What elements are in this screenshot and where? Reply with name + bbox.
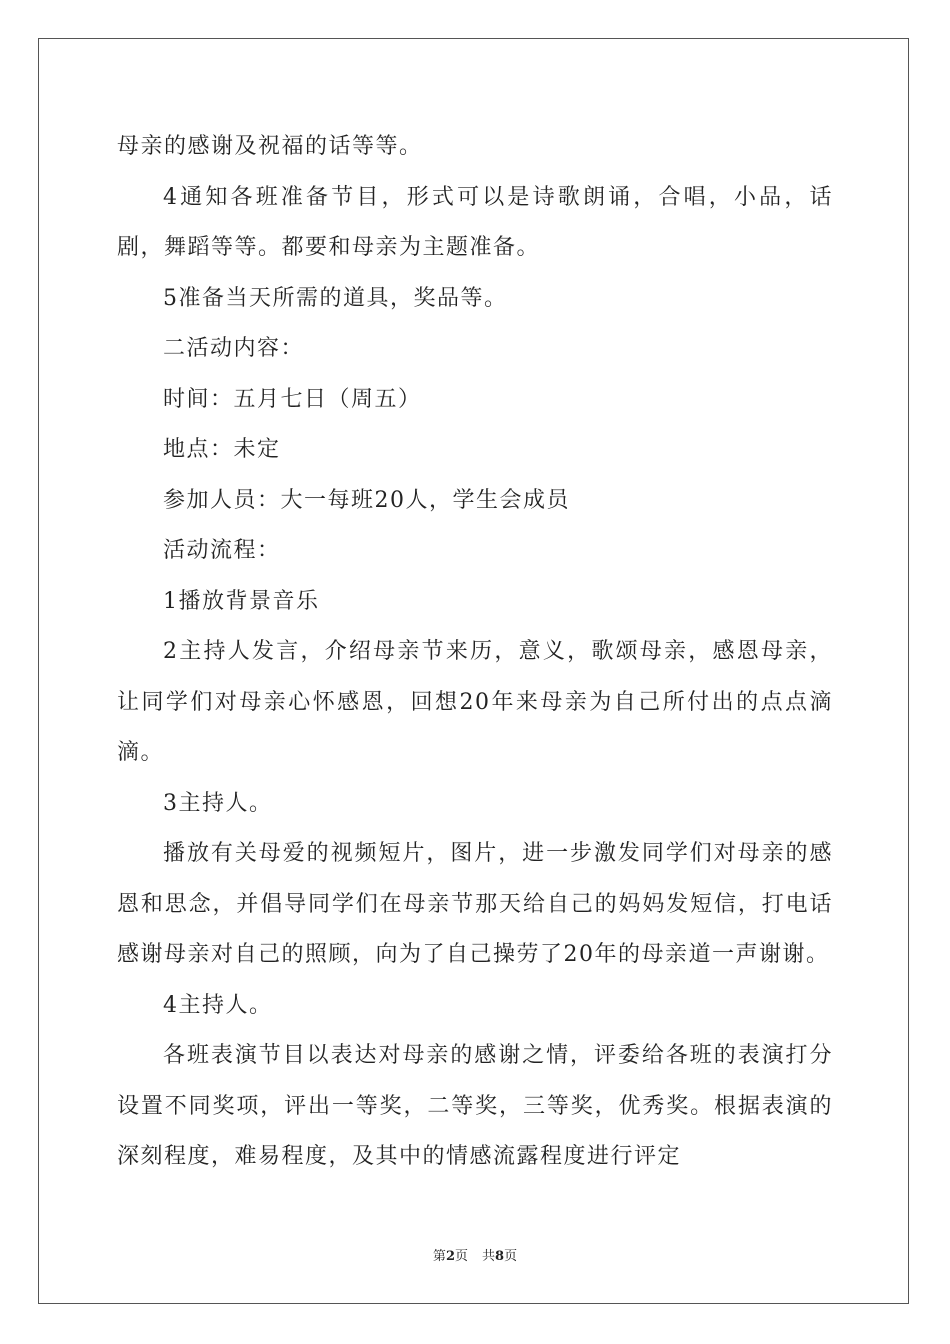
paragraph: 1播放背景音乐 <box>163 588 320 614</box>
paragraph: 时间：五月七日（周五） <box>163 386 422 412</box>
paragraph: 参加人员：大一每班20人，学生会成员 <box>163 487 570 513</box>
paragraph: 播放有关母爱的视频短片，图片，进一步激发同学们对母亲的感恩和思念，并倡导同学们在母亲节那天给自己的妈妈发短信，打电话感谢母亲对自己的照顾，向为了自己操劳了20年的母亲道一声谢谢。 <box>117 841 833 967</box>
page-total: 共8页 <box>482 1249 518 1264</box>
paragraph: 各班表演节目以表达对母亲的感谢之情，评委给各班的表演打分设置不同奖项，评出一等奖，二等奖，三等奖，优秀奖。根据表演的深刻程度，难易程度，及其中的情感流露程度进行评定 <box>117 1043 833 1169</box>
document-body <box>117 122 833 1183</box>
paragraph: 活动流程： <box>163 538 281 563</box>
page-number: 第2页 <box>432 1249 468 1264</box>
paragraph: 4通知各班准备节目，形式可以是诗歌朗诵，合唱，小品，话剧，舞蹈等等。都要和母亲为主题准备。 <box>117 184 833 260</box>
section-heading: 二活动内容： <box>163 336 305 361</box>
paragraph: 3主持人。 <box>163 790 273 816</box>
paragraph: 母亲的感谢及祝福的话等等。 <box>117 134 423 159</box>
page-footer <box>0 1245 950 1264</box>
paragraph: 地点：未定 <box>163 437 281 462</box>
paragraph: 5准备当天所需的道具，奖品等。 <box>163 285 508 311</box>
paragraph: 2主持人发言，介绍母亲节来历，意义，歌颂母亲，感恩母亲，让同学们对母亲心怀感恩，回想20年来母亲为自己所付出的点点滴滴。 <box>117 639 833 765</box>
paragraph: 4主持人。 <box>163 992 273 1018</box>
